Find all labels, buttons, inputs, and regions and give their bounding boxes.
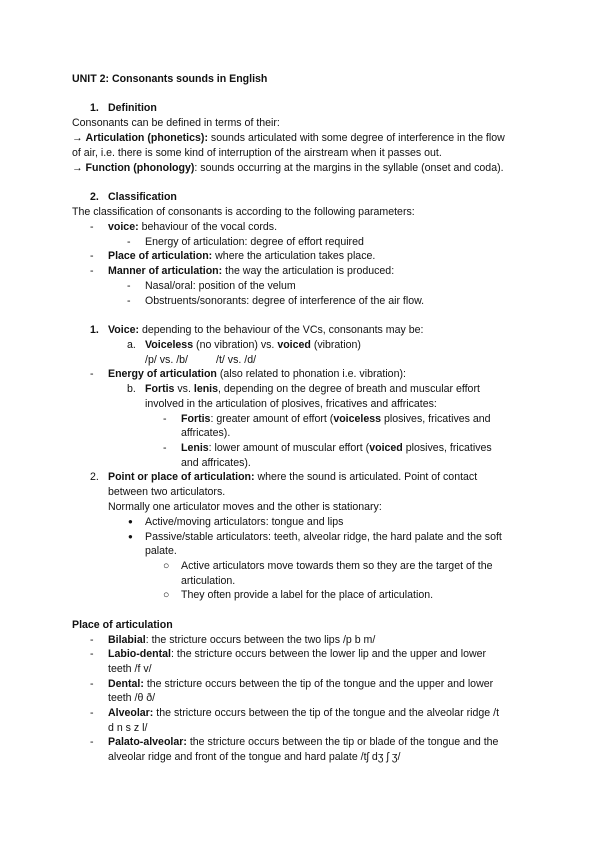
alveolar-text: the stricture occurs between the tip of the tongue and the alveolar ridge /t <box>153 707 500 719</box>
lenis-def-text-2: plosives, fricatives <box>402 442 492 454</box>
articulation-colon: : <box>204 132 208 144</box>
function-term: Function (phonology) <box>85 162 195 174</box>
bilabial-text: : the stricture occurs between the two lips /p b m/ <box>145 634 376 646</box>
definition-intro: Consonants can be defined in terms of their: <box>72 117 280 129</box>
circle-bullet-icon: ○ <box>163 589 170 601</box>
energy-line <box>108 367 406 382</box>
dental-item <box>108 677 493 692</box>
bullet-icon: ● <box>128 532 133 541</box>
passive-articulators-2: palate. <box>145 545 177 557</box>
lenis-term: lenis <box>193 383 219 395</box>
lenis-def-text: : lower amount of muscular effort ( <box>208 442 370 454</box>
no-vibration-text: (no vibration) vs. <box>193 339 278 351</box>
place-section-text: where the sound is articulated. Point of contact <box>254 471 478 483</box>
label-for-place: They often provide a label for the place of articulation. <box>181 589 434 601</box>
list-dash: - <box>90 678 94 690</box>
lenis-def-line-2: and affricates). <box>181 457 251 469</box>
voice-examples-2: /t/ vs. /d/ <box>216 354 257 366</box>
list-dash: - <box>90 634 94 646</box>
definition-articulation-line <box>72 131 505 146</box>
classification-manner <box>108 264 394 279</box>
fortis-lenis-line <box>145 382 480 397</box>
dental-item-2: teeth /θ ð/ <box>108 692 156 704</box>
palato-alveolar-item <box>108 735 498 750</box>
energy-term: Energy of articulation <box>108 368 217 380</box>
voice-line <box>108 323 423 338</box>
articulation-term: Articulation (phonetics) <box>85 132 205 144</box>
arrow-icon: → <box>72 132 83 144</box>
manner-term: Manner of articulation: <box>108 265 223 277</box>
bilabial-term: Bilabial <box>108 634 146 646</box>
list-number-voice: 1. <box>90 324 99 336</box>
bullet-icon: ● <box>128 517 133 526</box>
palato-alveolar-text: the stricture occurs between the tip or blade of the tongue and the <box>186 736 499 748</box>
palato-alveolar-item-2: alveolar ridge and front of the tongue and hard palate /tʃ dʒ ʃ ʒ/ <box>108 751 401 763</box>
place-term: Place of articulation: <box>108 250 213 262</box>
labiodental-term: Labio-dental <box>108 648 171 660</box>
lenis-voiced: voiced <box>369 442 403 454</box>
voiceless-term: Voiceless <box>145 339 194 351</box>
fortis-lenis-line-2: involved in the articulation of plosives, fricatives and affricates: <box>145 398 437 410</box>
list-dash: - <box>90 250 94 262</box>
definition-function-line <box>72 161 504 176</box>
page-title: UNIT 2: Consonants sounds in English <box>72 73 268 85</box>
dental-term: Dental: <box>108 678 144 690</box>
labiodental-item <box>108 647 486 662</box>
list-dash: - <box>90 707 94 719</box>
fortis-def-text: : greater amount of effort ( <box>210 413 334 425</box>
dental-text: the stricture occurs between the tip of the tongue and the upper and lower <box>143 678 494 690</box>
classification-energy-sub: Energy of articulation: degree of effort required <box>145 236 364 248</box>
voice-section-text: depending to the behaviour of the VCs, consonants may be: <box>139 324 424 336</box>
arrow-icon: → <box>72 162 83 174</box>
list-dash: - <box>90 648 94 660</box>
classification-obstruents-sub: Obstruents/sonorants: degree of interference of the air flow. <box>145 295 425 307</box>
vs-text: vs. <box>174 383 194 395</box>
classification-voice <box>108 220 277 235</box>
place-line <box>108 470 477 485</box>
place-line-3: Normally one articulator moves and the other is stationary: <box>108 501 382 513</box>
active-articulators: Active/moving articulators: tongue and lips <box>145 516 344 528</box>
fortis-lenis-text: , depending on the degree of breath and muscular effort <box>218 383 480 395</box>
voice-text: behaviour of the vocal cords. <box>138 221 278 233</box>
labiodental-item-2: teeth /f v/ <box>108 663 152 675</box>
heading-definition: Definition <box>108 102 157 114</box>
voiced-term: voiced <box>277 339 311 351</box>
section-number-classification: 2. <box>90 191 99 203</box>
fortis-def-line <box>181 412 491 427</box>
list-dash: - <box>163 413 167 425</box>
heading-place-of-articulation: Place of articulation <box>72 619 173 631</box>
list-dash: - <box>163 442 167 454</box>
list-dash: - <box>90 221 94 233</box>
articulation-text: sounds articulated with some degree of interference in the flow <box>207 132 505 144</box>
lenis-def-term: Lenis <box>181 442 209 454</box>
alveolar-item <box>108 706 499 721</box>
vibration-text: (vibration) <box>310 339 361 351</box>
list-dash: - <box>127 280 131 292</box>
list-dash: - <box>90 368 94 380</box>
place-text: where the articulation takes place. <box>212 250 376 262</box>
voice-term: voice: <box>108 221 139 233</box>
fortis-def-line-2: affricates). <box>181 427 231 439</box>
alveolar-term: Alveolar: <box>108 707 154 719</box>
list-letter-a: a. <box>127 339 136 351</box>
bilabial-item <box>108 633 375 648</box>
energy-text: (also related to phonation i.e. vibration): <box>216 368 406 380</box>
list-dash: - <box>127 236 131 248</box>
fortis-def-text-2: plosives, fricatives and <box>381 413 491 425</box>
active-move-towards-2: articulation. <box>181 575 236 587</box>
function-text: : sounds occurring at the margins in the syllable (onset and coda). <box>194 162 504 174</box>
place-line-2: between two articulators. <box>108 486 226 498</box>
list-dash: - <box>127 295 131 307</box>
active-move-towards: Active articulators move towards them so they are the target of the <box>181 560 493 572</box>
alveolar-item-2: d n s z l/ <box>108 722 148 734</box>
classification-intro: The classification of consonants is according to the following parameters: <box>72 206 415 218</box>
voiceless-voiced-line <box>145 338 361 353</box>
fortis-term: Fortis <box>145 383 175 395</box>
list-dash: - <box>90 736 94 748</box>
passive-articulators: Passive/stable articulators: teeth, alveolar ridge, the hard palate and the soft <box>145 531 502 543</box>
list-number-place: 2. <box>90 471 99 483</box>
heading-classification: Classification <box>108 191 177 203</box>
circle-bullet-icon: ○ <box>163 560 170 572</box>
classification-place <box>108 249 375 264</box>
list-letter-b: b. <box>127 383 136 395</box>
definition-articulation-line-2: of air, i.e. there is some kind of interruption of the airstream when it passes out. <box>72 147 442 159</box>
palato-alveolar-term: Palato-alveolar: <box>108 736 187 748</box>
fortis-def-term: Fortis <box>181 413 211 425</box>
classification-nasal-sub: Nasal/oral: position of the velum <box>145 280 296 292</box>
voice-examples-1: /p/ vs. /b/ <box>145 354 188 366</box>
manner-text: the way the articulation is produced: <box>222 265 395 277</box>
list-dash: - <box>90 265 94 277</box>
place-section-term: Point or place of articulation: <box>108 471 255 483</box>
section-number-definition: 1. <box>90 102 99 114</box>
fortis-voiceless: voiceless <box>333 413 382 425</box>
labiodental-text: : the stricture occurs between the lower lip and the upper and lower <box>170 648 487 660</box>
voice-section-term: Voice: <box>108 324 140 336</box>
lenis-def-line <box>181 441 492 456</box>
